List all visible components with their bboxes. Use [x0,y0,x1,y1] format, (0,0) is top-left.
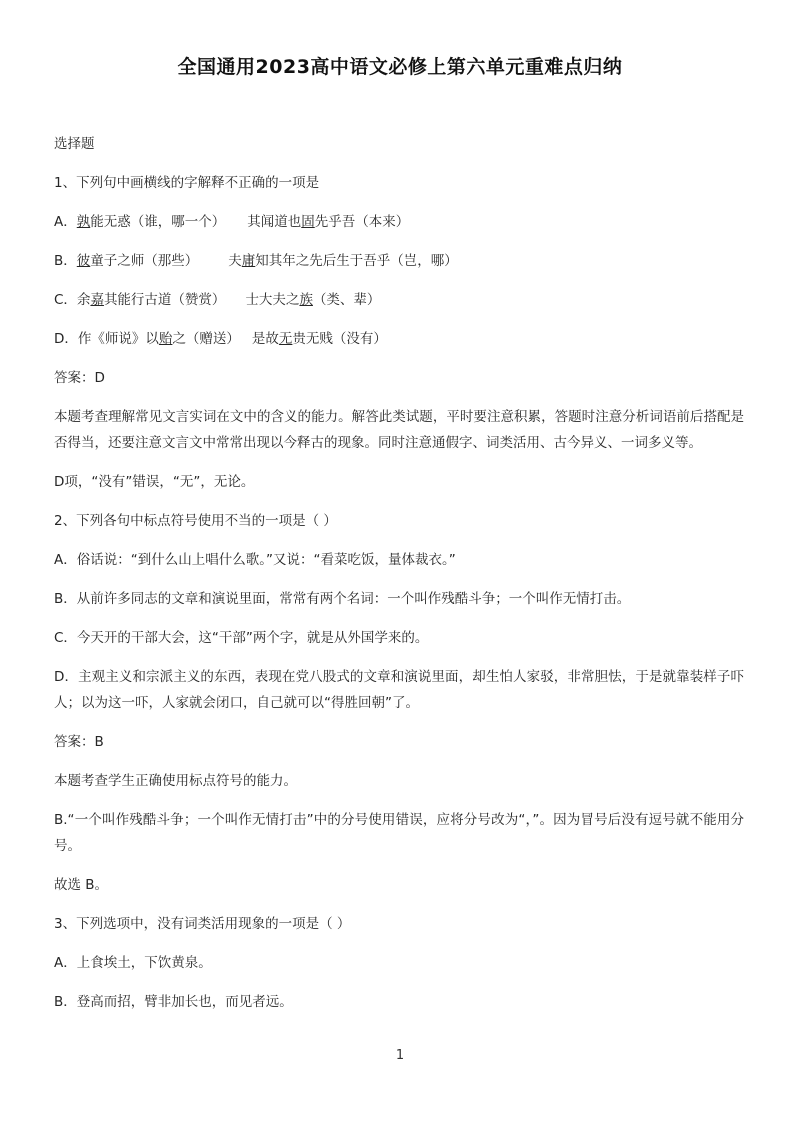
option-text: 夫 [228,253,242,269]
question-1-option-d [54,326,744,352]
question-2-option-d: D．主观主义和宗派主义的东西，表现在党八股式的文章和演说里面，却生怕人家驳，非常胆怯，于是就靠装样子吓人；以为这一吓，人家就会闭口，自己就可以“得胜回朝”了。 [54,669,744,711]
question-1-stem: 1、下列句中画横线的字解释不正确的一项是 [54,175,320,191]
option-text: 之（赠送） [172,331,240,347]
question-1-option-b [54,248,744,274]
option-text: （类、辈） [312,292,381,308]
underlined-char: 族 [299,292,313,308]
option-text: 童子之师（那些） [90,253,199,269]
question-2-option-b: B．从前许多同志的文章和演说里面，常常有两个名词：一个叫作残酷斗争；一个叫作无情打击。 [54,591,631,607]
question-3-option-a: A．上食埃土，下饮黄泉。 [54,955,212,971]
option-text: 余 [76,292,91,308]
option-text: 能无惑（谁，哪一个） [90,214,226,230]
question-3-option-b: B．登高而招，臂非加长也，而见者远。 [54,994,293,1010]
question-2-answer: 答案：B [54,734,104,750]
option-text: 其闻道也 [247,214,302,230]
question-1-option-a [54,209,744,235]
question-2-option-c: C．今天开的干部大会，这“干部”两个字，就是从外国学来的。 [54,630,429,646]
option-text: 先乎吾（本来） [314,214,410,230]
option-label: D． [54,331,78,347]
question-2-option-a: A．俗话说：“到什么山上唱什么歌。”又说：“看菜吃饭，量体裁衣。” [54,552,456,568]
option-label: B． [54,253,77,269]
question-1-option-c [54,287,744,313]
document-title: 全国通用2023高中语文必修上第六单元重难点归纳 [177,56,623,78]
page-number: 1 [395,1048,405,1063]
option-text: 其能行古道（赞赏） [103,292,226,308]
question-1-answer: 答案：D [54,370,105,386]
underlined-char: 贻 [158,331,173,347]
underlined-char: 固 [301,214,315,230]
option-label: C． [54,292,77,308]
question-1-explanation: 本题考查理解常见文言实词在文中的含义的能力。解答此类试题，平时要注意积累，答题时注意分析词语前后搭配是否得当，还要注意文言文中常常出现以今释古的现象。同时注意通假字、词类活用、古今异义、一词多义等。 [54,409,744,451]
underlined-char: 彼 [76,253,91,269]
section-label: 选择题 [54,136,95,152]
option-text: 作《师说》以 [77,331,159,347]
underlined-char: 庸 [241,253,256,269]
underlined-char: 无 [278,331,293,347]
question-2-explanation: 本题考查学生正确使用标点符号的能力。 [54,773,297,789]
option-text: 士大夫之 [245,292,300,308]
question-3-stem: 3、下列选项中，没有词类活用现象的一项是（ ） [54,916,351,932]
question-2-explanation: 故选 B。 [54,877,109,893]
option-text: 知其年之先后生于吾乎（岂，哪） [255,253,458,269]
option-text: 是故 [251,331,279,347]
question-2-stem: 2、下列各句中标点符号使用不当的一项是（ ） [54,513,337,529]
option-label: A． [54,214,77,230]
underlined-char: 嘉 [90,292,104,308]
option-text: 贵无贱（没有） [292,331,387,347]
question-2-explanation: B.“一个叫作残酷斗争；一个叫作无情打击”中的分号使用错误，应将分号改为“，”。因为冒号后没有逗号就不能用分号。 [54,812,744,854]
document-body [54,131,744,1028]
question-1-explanation: D项，“没有”错误，“无”，无论。 [54,474,255,490]
underlined-char: 孰 [76,214,91,230]
